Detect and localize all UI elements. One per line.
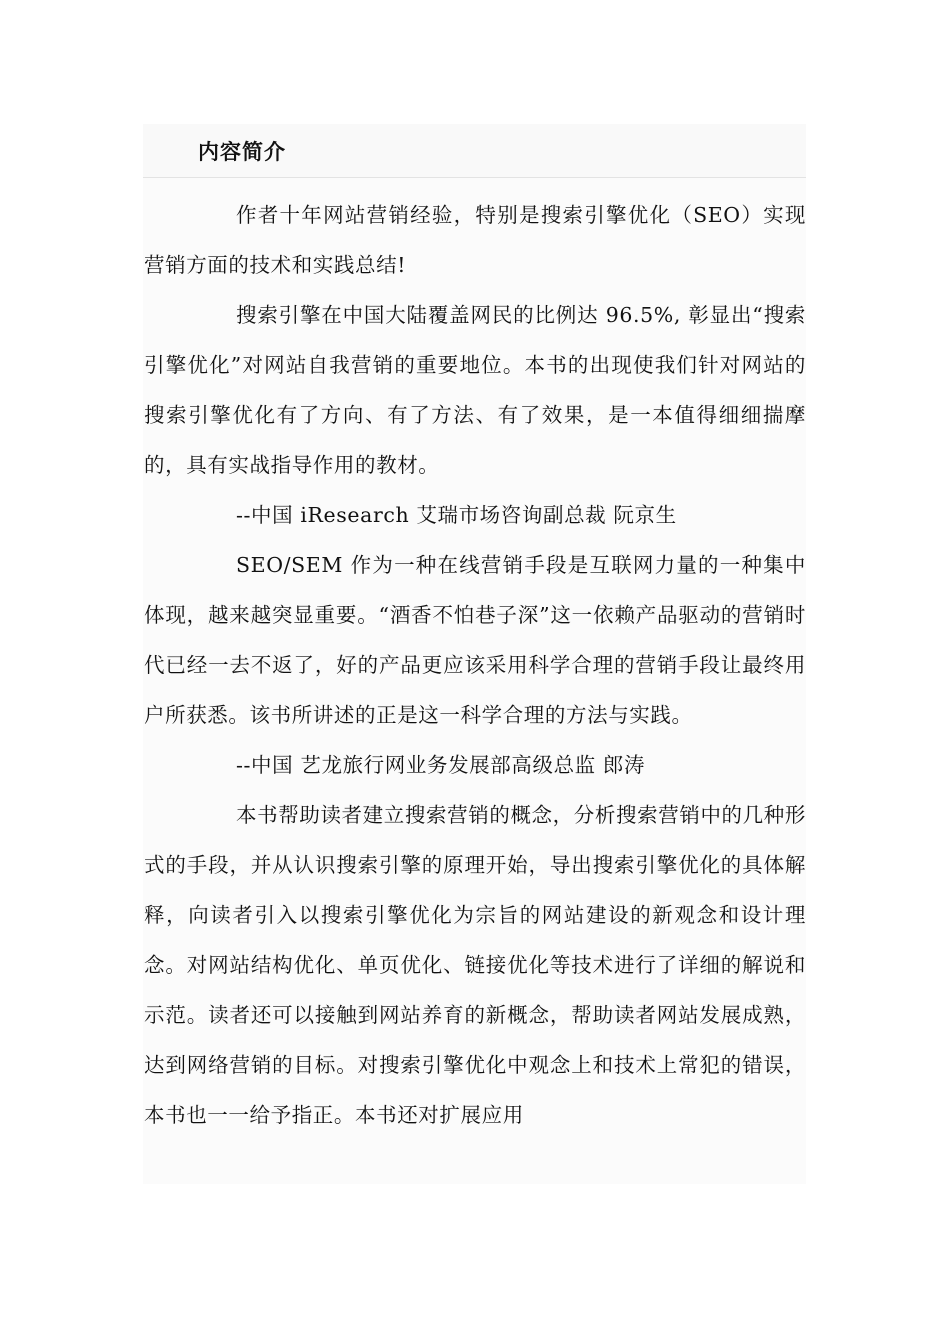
credit-line-2: --中国 艺龙旅行网业务发展部高级总监 郎涛	[236, 753, 646, 777]
section-title: 内容简介	[198, 140, 286, 164]
paragraph-4: 本书帮助读者建立搜索营销的概念，分析搜索营销中的几种形式的手段，并从认识搜索引擎的原理开始，导出搜索引擎优化的具体解释，向读者引入以搜索引擎优化为宗旨的网站建设的新观念和设计理念。对网站结构优化、单页优化、链接优化等技术进行了详细的解说和示范。读者还可以接触到网站养育的新概念，帮助读者网站发展成熟，达到网络营销的目标。对搜索引擎优化中观念上和技术上常犯的错误，本书也一一给予指正。本书还对扩展应用	[144, 803, 806, 1127]
panel-header	[143, 124, 806, 178]
paragraph-3: SEO/SEM 作为一种在线营销手段是互联网力量的一种集中体现，越来越突显重要。“酒香不怕巷子深”这一依赖产品驱动的营销时代已经一去不返了，好的产品更应该采用科学合理的营销手段让最终用户所获悉。该书所讲述的正是这一科学合理的方法与实践。	[144, 553, 806, 727]
paragraph-2: 搜索引擎在中国大陆覆盖网民的比例达 96.5%, 彰显出“搜索引擎优化”对网站自我营销的重要地位。本书的出现使我们针对网站的搜索引擎优化有了方向、有了方法、有了效果，是一本值得细细揣摩的，具有实战指导作用的教材。	[144, 303, 806, 477]
content-panel	[143, 124, 806, 1184]
section-body	[143, 178, 806, 1140]
credit-line-1: --中国 iResearch 艾瑞市场咨询副总裁 阮京生	[236, 503, 677, 527]
paragraph-1: 作者十年网站营销经验，特别是搜索引擎优化（SEO）实现营销方面的技术和实践总结!	[144, 203, 806, 277]
